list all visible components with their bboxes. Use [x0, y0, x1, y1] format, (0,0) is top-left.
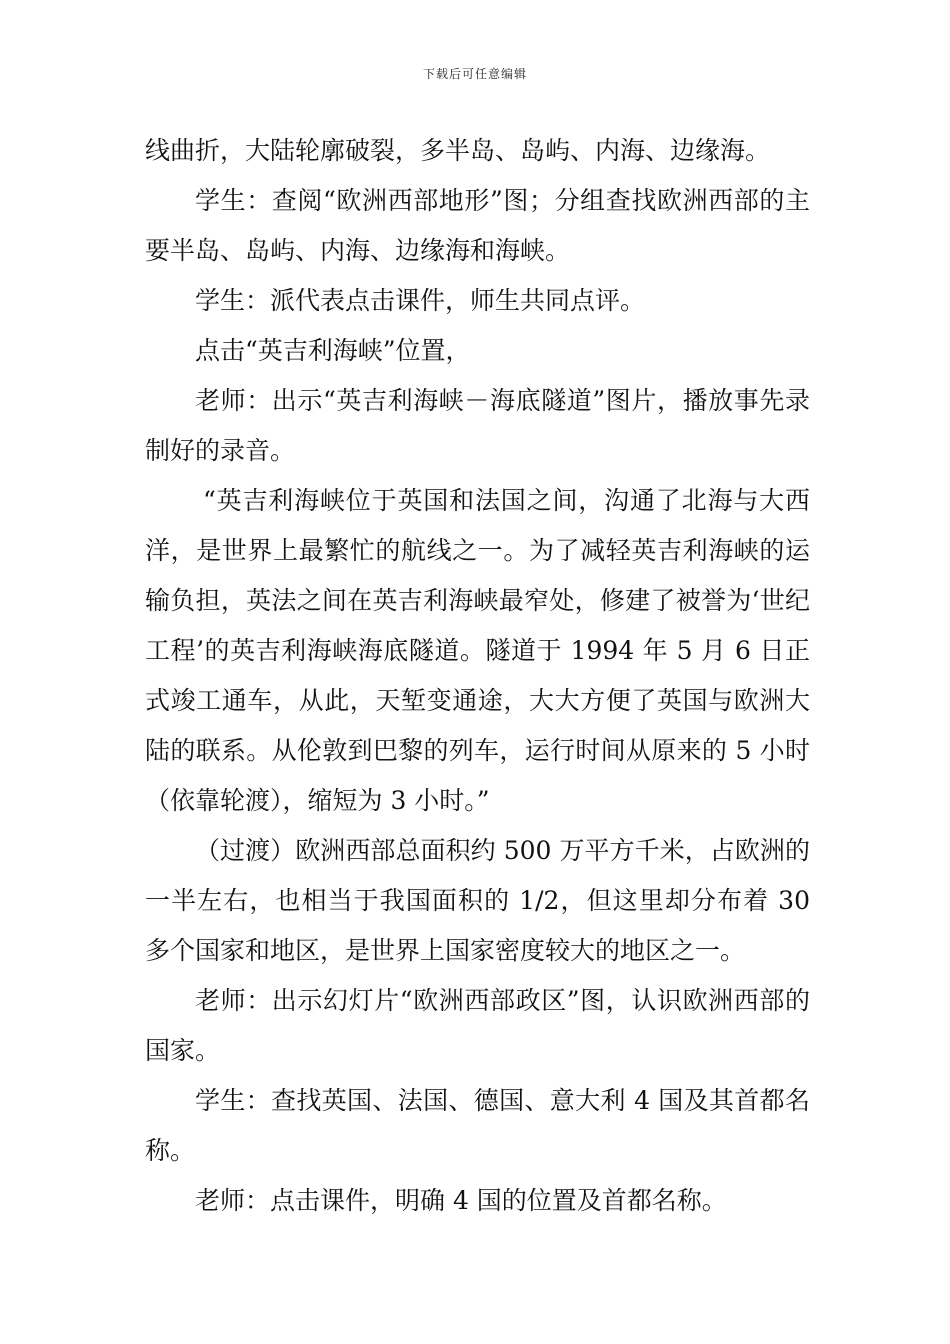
document-body: [145, 126, 810, 1226]
paragraph: 老师：出示幻灯片“欧洲西部政区”图，认识欧洲西部的国家。: [145, 986, 810, 1065]
quote-paragraph: “英吉利海峡位于英国和法国之间，沟通了北海与大西洋，是世界上最繁忙的航线之一。为了减轻英吉利海峡的运输负担，英法之间在英吉利海峡最窄处，修建了被誉为‘世纪工程’的英吉利海峡海底隧道。隧道于 1994 年 5 月 6 日正式竣工通车，从此，天堑变通途，大大方便了英国与欧洲大陆的联系。从伦敦到巴黎的列车，运行时间从原来的 5 小时（依靠轮渡），缩短为 3 小时。”: [145, 486, 810, 815]
paragraph: 学生：派代表点击课件，师生共同点评。: [195, 286, 646, 315]
paragraph: 学生：查找英国、法国、德国、意大利 4 国及其首都名称。: [145, 1086, 810, 1165]
paragraph: 老师：点击课件，明确 4 国的位置及首都名称。: [195, 1186, 727, 1215]
paragraph: （过渡）欧洲西部总面积约 500 万平方千米，占欧洲的一半左右，也相当于我国面积的 1/2，但这里却分布着 30 多个国家和地区，是世界上国家密度较大的地区之一。: [145, 836, 810, 965]
paragraph: 点击“英吉利海峡”位置，: [195, 336, 471, 365]
paragraph: 老师：出示“英吉利海峡－海底隧道”图片，播放事先录制好的录音。: [145, 386, 810, 465]
paragraph: 线曲折，大陆轮廓破裂，多半岛、岛屿、内海、边缘海。: [145, 136, 771, 165]
page-header: 下载后可任意编辑: [422, 67, 527, 81]
paragraph: 学生：查阅“欧洲西部地形”图；分组查找欧洲西部的主要半岛、岛屿、内海、边缘海和海峡。: [145, 186, 810, 265]
